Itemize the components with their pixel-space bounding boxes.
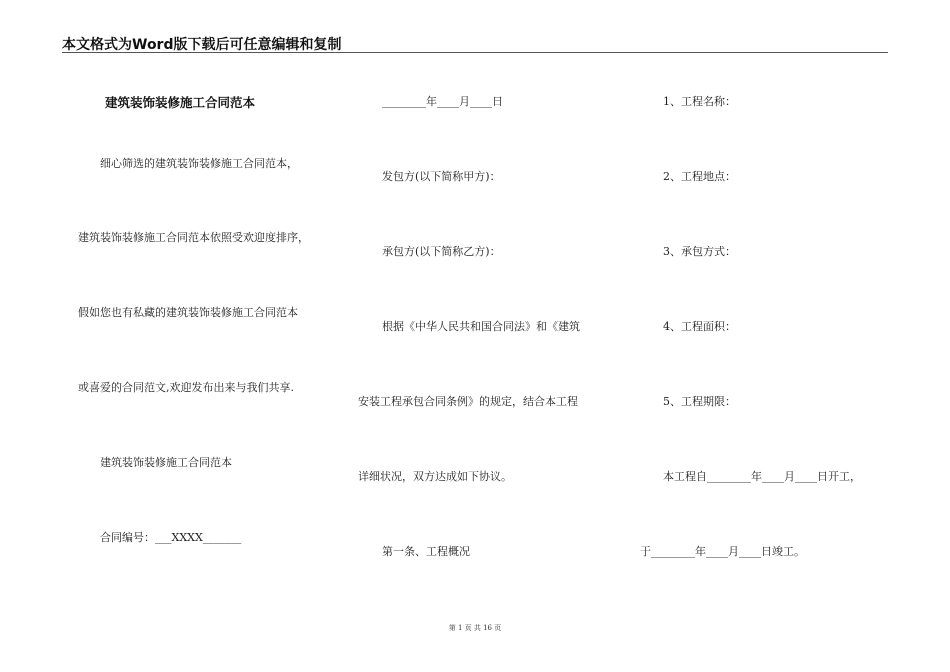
legal-basis-line-1: 根据《中华人民共和国合同法》和《建筑 — [382, 320, 580, 333]
article-1-heading: 第一条、工程概况 — [382, 545, 470, 558]
intro-line-3: 假如您也有私藏的建筑装饰装修施工合同范本 — [78, 306, 298, 319]
item-project-area: 4、工程面积： — [663, 320, 736, 333]
party-b-label: 承包方(以下简称乙方)： — [382, 245, 501, 258]
item-project-duration: 5、工程期限： — [663, 395, 736, 408]
intro-line-4: 或喜爱的合同范文,欢迎发布出来与我们共享. — [78, 381, 294, 394]
page-number: 第 1 页 共 16 页 — [448, 624, 502, 632]
contract-subtitle: 建筑装饰装修施工合同范本 — [100, 456, 232, 469]
header-divider — [62, 52, 888, 53]
item-project-location: 2、工程地点： — [663, 170, 736, 183]
party-a-label: 发包方(以下简称甲方)： — [382, 170, 501, 183]
contract-number: 合同编号：___XXXX_______ — [100, 531, 242, 544]
item-contract-type: 3、承包方式： — [663, 245, 736, 258]
intro-line-2: 建筑装饰装修施工合同范本依照受欢迎度排序， — [78, 231, 309, 244]
project-end-date: 于________年____月____日竣工。 — [640, 545, 805, 558]
intro-line-1: 细心筛选的建筑装饰装修施工合同范本， — [100, 157, 298, 170]
legal-basis-line-3: 详细状况，双方达成如下协议。 — [358, 470, 512, 483]
document-title: 建筑装饰装修施工合同范本 — [105, 95, 256, 110]
item-project-name: 1、工程名称： — [663, 95, 736, 108]
document-header: 本文格式为Word版下载后可任意编辑和复制 — [62, 37, 342, 53]
legal-basis-line-2: 安装工程承包合同条例》的规定，结合本工程 — [358, 395, 578, 408]
project-start-date: 本工程自________年____月____日开工， — [663, 470, 861, 483]
contract-date: ________年____月____日 — [382, 95, 503, 108]
